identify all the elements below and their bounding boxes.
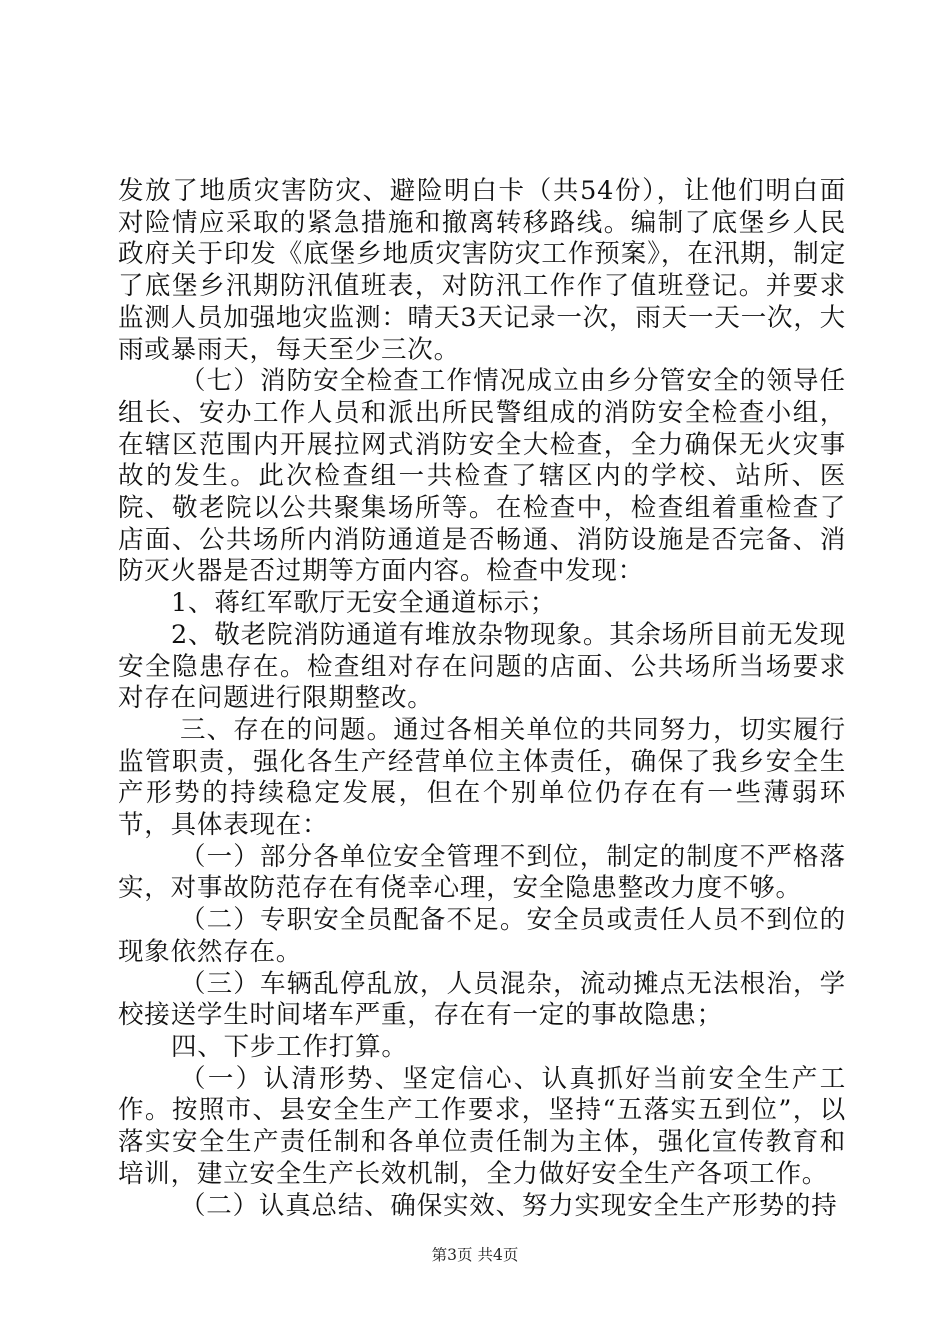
paragraph-issue-1: （一）部分各单位安全管理不到位，制定的制度不严格落实，对事故防范存在有侥幸心理，安全隐患整改力度不够。	[118, 841, 846, 904]
paragraph-disaster-prevention: 发放了地质灾害防灾、避险明白卡（共54份），让他们明白面对险情应采取的紧急措施和撤离转移路线。编制了底堡乡人民政府关于印发《底堡乡地质灾害防灾工作预案》，在汛期，制定了底堡乡汛期防汛值班表，对防汛工作作了值班登记。并要求监测人员加强地灾监测：晴天3天记录一次，雨天一天一次，大雨或暴雨天，每天至少三次。	[118, 176, 846, 365]
paragraph-finding-1: 1、蒋红军歌厅无安全通道标示；	[171, 588, 557, 619]
paragraph-plan-1: （一）认清形势、坚定信心、认真抓好当前安全生产工作。按照市、县安全生产工作要求，坚持“五落实五到位”，以落实安全生产责任制和各单位责任制为主体，强化宣传教育和培训，建立安全生产长效机制，全力做好安全生产各项工作。	[118, 1063, 846, 1189]
paragraph-issue-3: （三）车辆乱停乱放，人员混杂，流动摊点无法根治，学校接送学生时间堵车严重，存在有一定的事故隐患；	[118, 968, 846, 1031]
paragraph-fire-safety-inspection: （七）消防安全检查工作情况成立由乡分管安全的领导任组长、安办工作人员和派出所民警组成的消防安全检查小组，在辖区范围内开展拉网式消防安全大检查，全力确保无火灾事故的发生。此次检查组一共检查了辖区内的学校、站所、医院、敬老院以公共聚集场所等。在检查中，检查组着重检查了店面、公共场所内消防通道是否畅通、消防设施是否完备、消防灭火器是否过期等方面内容。检查中发现：	[118, 366, 846, 587]
paragraph-section-four: 四、下步工作打算。	[171, 1031, 408, 1062]
paragraph-section-three: 三、存在的问题。通过各相关单位的共同努力，切实履行监管职责，强化各生产经营单位主体责任，确保了我乡安全生产形势的持续稳定发展，但在个别单位仍存在有一些薄弱环节，具体表现在：	[118, 714, 846, 841]
paragraph-plan-2: （二）认真总结、确保实效、努力实现安全生产形势的持	[180, 1190, 838, 1221]
paragraph-finding-2: 2、敬老院消防通道有堆放杂物现象。其余场所目前无发现安全隐患存在。检查组对存在问题的店面、公共场所当场要求对存在问题进行限期整改。	[118, 619, 846, 714]
document-body	[118, 176, 846, 1222]
page-footer: 第3页 共4页	[431, 1246, 519, 1264]
paragraph-issue-2: （二）专职安全员配备不足。安全员或责任人员不到位的现象依然存在。	[118, 905, 846, 967]
